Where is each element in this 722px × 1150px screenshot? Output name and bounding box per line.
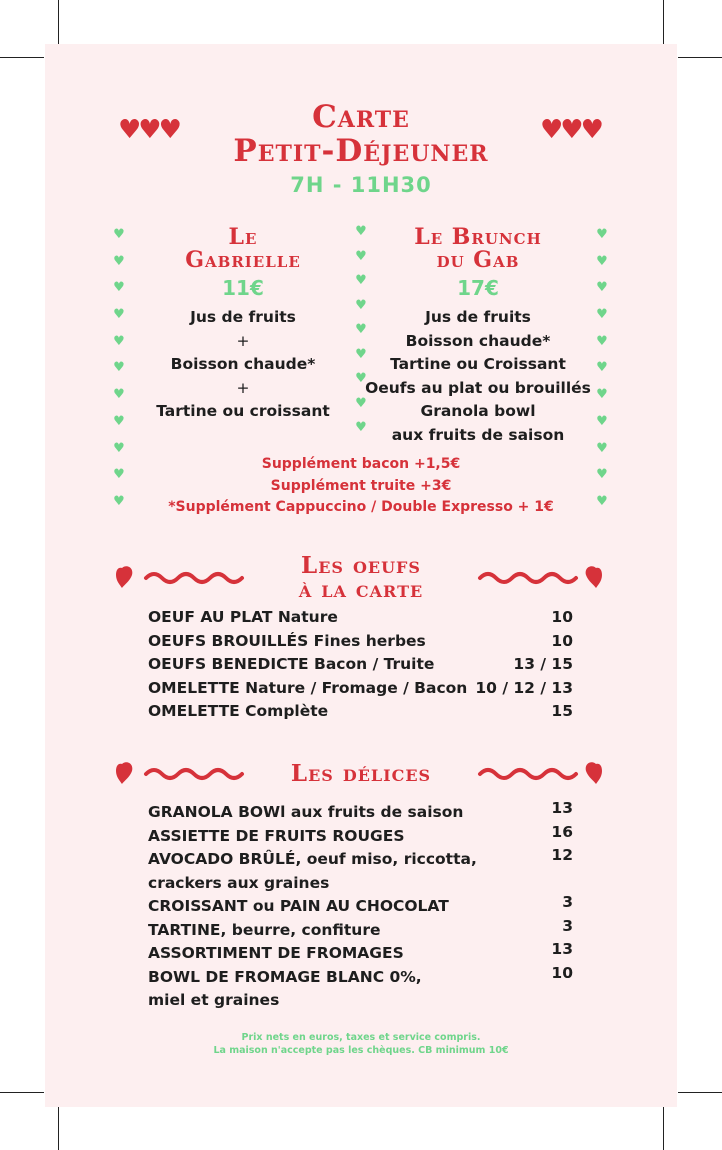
footer-line: La maison n'accepte pas les chèques. CB minimum 10€ xyxy=(213,1044,509,1056)
item-price: 10 / 12 / 13 xyxy=(475,678,573,697)
supplement-line: Supplément bacon +1,5€ xyxy=(261,456,461,472)
menu-row xyxy=(148,653,573,677)
heart-icon: ♥ xyxy=(596,280,608,296)
heart-icon: ♥ xyxy=(113,280,125,296)
heart-icon: ♥ xyxy=(113,467,125,483)
heart-icon: ♥ xyxy=(596,493,608,509)
heart-icon: ♥ xyxy=(355,273,367,288)
page-title xyxy=(0,100,722,168)
item-name: CROISSANT ou PAIN AU CHOCOLAT xyxy=(148,897,449,915)
supplements xyxy=(0,454,722,519)
item-name: AVOCADO BRÛLÉ, oeuf miso, riccotta, xyxy=(148,850,477,868)
item-price: 13 xyxy=(551,799,573,817)
item-price: 3 xyxy=(562,893,573,911)
formula-price: 17€ xyxy=(457,276,499,300)
item-price: 10 xyxy=(551,963,573,982)
formula-line: Granola bowl xyxy=(420,402,536,420)
item-price: 13 / 15 xyxy=(513,655,573,673)
plus-sign: + xyxy=(236,378,250,397)
menu-row xyxy=(148,606,573,630)
crop-mark xyxy=(678,1092,722,1093)
heart-icon: ♥ xyxy=(113,333,125,349)
heart-icon: ♥ xyxy=(596,467,608,483)
heart-icon: ♥ xyxy=(596,253,608,269)
section-title-line: à la carte xyxy=(298,576,424,603)
crop-mark xyxy=(678,57,722,58)
menu-row xyxy=(148,677,573,701)
item-price: 13 xyxy=(551,940,573,958)
supplement-line: *Supplément Cappuccino / Double Expresso + 1€ xyxy=(168,499,554,515)
title-line-2: Petit-Déjeuner xyxy=(233,133,489,169)
heart-icon: ♥ xyxy=(113,253,125,269)
item-name: OEUF AU PLAT Nature xyxy=(148,608,338,626)
section-title-line: Les oeufs xyxy=(301,552,421,579)
heart-icon: ♥ xyxy=(355,248,367,264)
item-price: 15 xyxy=(551,702,573,720)
item-name: GRANOLA BOWl aux fruits de saison xyxy=(148,803,464,821)
crop-mark xyxy=(0,1092,44,1093)
formula-line: Boisson chaude* xyxy=(170,355,316,373)
footer-line: Prix nets en euros, taxes et service compris. xyxy=(241,1032,481,1043)
formula-content-brunch xyxy=(358,306,598,447)
crop-mark xyxy=(0,57,44,58)
formula-content-gabrielle xyxy=(123,306,363,424)
item-price: 16 xyxy=(551,822,573,841)
heart-icon: ♥♥♥ xyxy=(118,115,179,145)
formula-line: Jus de fruits xyxy=(190,308,296,326)
item-price: 10 xyxy=(551,608,573,626)
item-price: 12 xyxy=(551,846,573,864)
item-name: OEUFS BROUILLÉS Fines herbes xyxy=(148,631,426,650)
item-name: TARTINE, beurre, confiture xyxy=(148,920,381,939)
heart-icon: ♥ xyxy=(596,440,608,456)
supplement-line: Supplément truite +3€ xyxy=(270,477,452,494)
menu-row xyxy=(148,700,573,724)
item-name: OEUFS BENEDICTE Bacon / Truite xyxy=(148,655,435,673)
delices-prices xyxy=(520,797,573,985)
formula-line: Tartine ou croissant xyxy=(156,402,330,420)
heart-icon: ♥ xyxy=(596,307,608,323)
section-title-delices: Les délices xyxy=(290,760,432,787)
formula-line: aux fruits de saison xyxy=(391,425,565,444)
heart-icon: ♥ xyxy=(355,297,367,313)
opening-hours: 7H - 11H30 xyxy=(290,173,432,197)
formula-line: Jus de fruits xyxy=(425,308,531,326)
crop-mark xyxy=(58,0,59,44)
formula-line: Boisson chaude* xyxy=(405,331,551,350)
heart-icon: ♥ xyxy=(355,395,367,411)
heart-icon: ♥ xyxy=(113,227,125,242)
item-name: crackers aux graines xyxy=(148,873,330,892)
section-title-eggs xyxy=(0,554,722,602)
item-name: ASSIETTE DE FRUITS ROUGES xyxy=(148,826,405,845)
title-line-1: Carte xyxy=(312,99,410,135)
heart-icon: ♥ xyxy=(596,333,608,349)
heart-icon: ♥ xyxy=(113,360,125,376)
item-name: BOWL DE FROMAGE BLANC 0%, xyxy=(148,967,422,986)
item-name: OMELETTE Nature / Fromage / Bacon xyxy=(148,678,468,697)
formula-title-line: du Gab xyxy=(436,247,520,273)
heart-icon: ♥♥♥ xyxy=(540,115,601,145)
heart-icon: ♥ xyxy=(113,413,125,429)
item-price: 3 xyxy=(562,916,573,935)
heart-icon: ♥ xyxy=(355,371,367,386)
formula-line: Tartine ou Croissant xyxy=(390,355,566,373)
heart-icon: ♥ xyxy=(113,493,125,509)
crop-mark xyxy=(663,1106,664,1150)
footer-note xyxy=(0,1032,722,1057)
heart-icon: ♥ xyxy=(596,360,608,376)
heart-icon: ♥ xyxy=(596,387,608,403)
formula-title-line: Le Brunch xyxy=(414,224,542,250)
plus-sign: + xyxy=(236,331,250,350)
item-name: ASSORTIMENT DE FROMAGES xyxy=(148,944,404,962)
heart-icon: ♥ xyxy=(113,307,125,323)
crop-mark xyxy=(58,1106,59,1150)
heart-icon: ♥ xyxy=(596,413,608,429)
heart-icon: ♥ xyxy=(355,420,367,435)
crop-mark xyxy=(663,0,664,44)
menu-row xyxy=(148,630,573,654)
formula-line: Oeufs au plat ou brouillés xyxy=(365,378,591,397)
heart-icon: ♥ xyxy=(355,322,367,337)
item-name: miel et graines xyxy=(148,991,280,1009)
formula-price: 11€ xyxy=(222,276,264,300)
heart-icon: ♥ xyxy=(113,387,125,403)
item-price: 10 xyxy=(551,631,573,650)
heart-icon: ♥ xyxy=(113,440,125,456)
heart-icon: ♥ xyxy=(355,224,367,239)
delices-list xyxy=(148,801,478,1013)
heart-icon: ♥ xyxy=(355,346,367,362)
formula-title-line: Le xyxy=(228,224,258,250)
formula-title-gabrielle xyxy=(143,226,343,272)
formula-title-brunch xyxy=(378,226,578,272)
item-name: OMELETTE Complète xyxy=(148,702,329,720)
heart-icon: ♥ xyxy=(596,227,608,242)
formula-title-line: Gabrielle xyxy=(185,247,301,273)
